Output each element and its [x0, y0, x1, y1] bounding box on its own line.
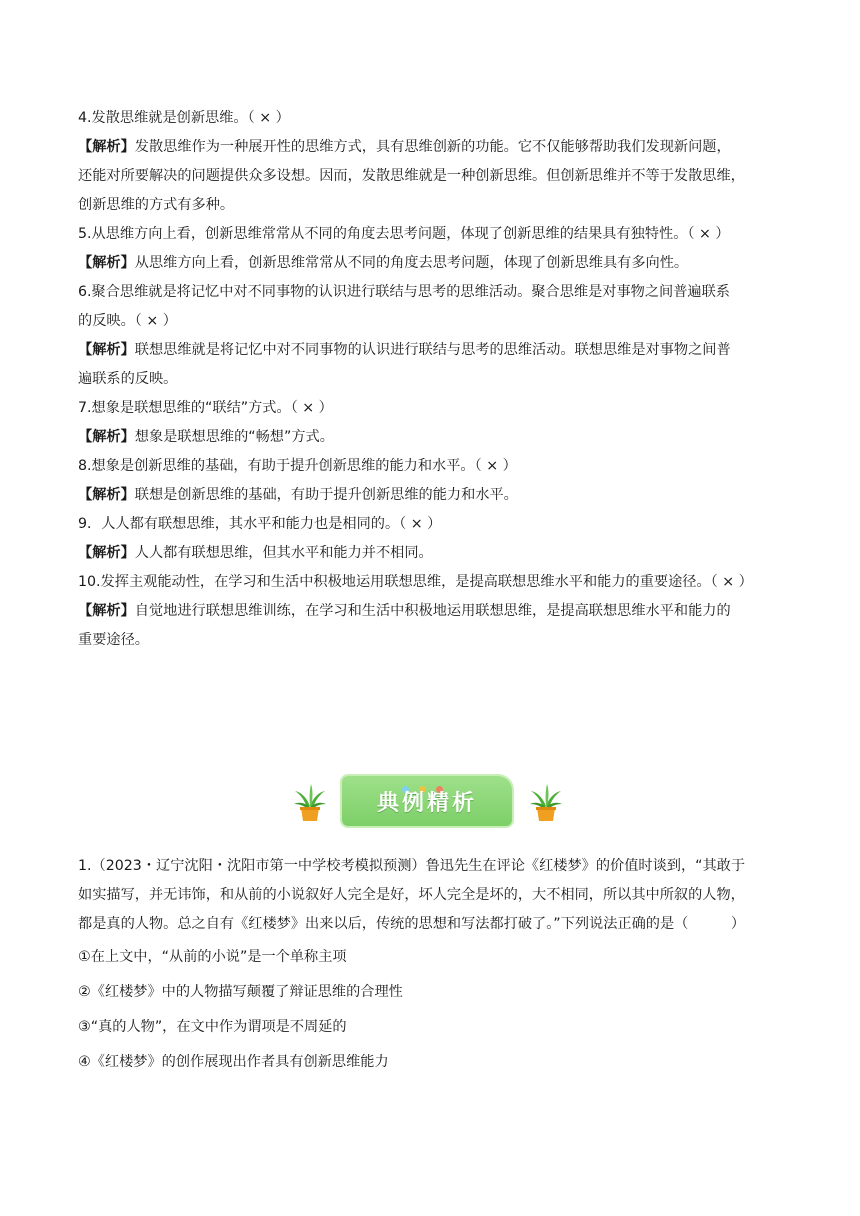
- answer-list: [78, 104, 784, 655]
- analysis-tag: 【解析】: [78, 603, 135, 619]
- section-title: 典例精析: [376, 790, 477, 816]
- plant-icon: [528, 782, 564, 822]
- analysis-tag: 【解析】: [78, 429, 135, 445]
- question-7: 7.想象是联想思维的“联结”方式。（ × ）: [78, 400, 333, 416]
- analysis-text: 想象是联想思维的“畅想”方式。: [134, 429, 334, 445]
- analysis-text: 自觉地进行联想思维训练，在学习和生活中积极地运用联想思维，是提高联想思维水平和能力的: [134, 603, 731, 619]
- analysis-tag: 【解析】: [78, 342, 135, 358]
- option-1: ①在上文中，“从前的小说”是一个单称主项: [78, 949, 347, 965]
- question-4: 4.发散思维就是创新思维。（ × ）: [78, 110, 290, 126]
- question-5: 5.从思维方向上看，创新思维常常从不同的角度去思考问题，体现了创新思维的结果具有独特性。（ × ）: [78, 226, 730, 242]
- question-8: 8.想象是创新思维的基础，有助于提升创新思维的能力和水平。（ × ）: [78, 458, 517, 474]
- analysis-tag: 【解析】: [78, 487, 135, 503]
- question-6-line-1: 6.聚合思维就是将记忆中对不同事物的认识进行联结与思考的思维活动。聚合思维是对事物之间普遍联系: [78, 284, 730, 300]
- analysis-4-line-3: 创新思维的方式有多种。: [78, 197, 235, 213]
- analysis-tag: 【解析】: [78, 545, 135, 561]
- analysis-text: 从思维方向上看，创新思维常常从不同的角度去思考问题，体现了创新思维具有多向性。: [134, 255, 689, 271]
- example-line-1: 1.（2023・辽宁沈阳・沈阳市第一中学校考模拟预测）鲁迅先生在评论《红楼梦》的价值时谈到，“其敢于: [78, 858, 746, 874]
- section-banner: [290, 768, 570, 830]
- analysis-9-line-1: [78, 539, 784, 568]
- example-line-2: 如实描写，并无讳饰，和从前的小说叙好人完全是好，坏人完全是坏的，大不相同，所以其中所叙的人物，: [78, 887, 745, 903]
- question-10: 10.发挥主观能动性，在学习和生活中积极地运用联想思维，是提高联想思维水平和能力的重要途径。（ × ）: [78, 574, 753, 590]
- example-question: [78, 852, 784, 1077]
- analysis-6-line-2: 遍联系的反映。: [78, 371, 178, 387]
- analysis-tag: 【解析】: [78, 139, 135, 155]
- analysis-4-line-1: [78, 133, 784, 162]
- option-4: ④《红楼梦》的创作展现出作者具有创新思维能力: [78, 1054, 389, 1070]
- analysis-text: 联想是创新思维的基础，有助于提升创新思维的能力和水平。: [134, 487, 518, 503]
- plant-icon: [292, 782, 328, 822]
- question-9: 9．人人都有联想思维，其水平和能力也是相同的。（ × ）: [78, 516, 442, 532]
- analysis-tag: 【解析】: [78, 255, 135, 271]
- analysis-4-line-2: 还能对所要解决的问题提供众多设想。因而，发散思维就是一种创新思维。但创新思维并不等于发散思维，: [78, 168, 745, 184]
- analysis-8-line-1: [78, 481, 784, 510]
- analysis-6-line-1: [78, 336, 784, 365]
- option-3: ③“真的人物”，在文中作为谓项是不周延的: [78, 1019, 347, 1035]
- analysis-10-line-1: [78, 597, 784, 626]
- analysis-5-line-1: [78, 249, 784, 278]
- example-line-3: 都是真的人物。总之自有《红楼梦》出来以后，传统的思想和写法都打破了。”下列说法正确的是（ ）: [78, 916, 746, 932]
- analysis-10-line-2: 重要途径。: [78, 632, 149, 648]
- analysis-text: 发散思维作为一种展开性的思维方式，具有思维创新的功能。它不仅能够帮助我们发现新问题，: [134, 139, 731, 155]
- option-2: ②《红楼梦》中的人物描写颠覆了辩证思维的合理性: [78, 984, 403, 1000]
- analysis-7-line-1: [78, 423, 784, 452]
- question-6-line-2: 的反映。（ × ）: [78, 313, 177, 329]
- analysis-text: 人人都有联想思维，但其水平和能力并不相同。: [134, 545, 433, 561]
- analysis-text: 联想思维就是将记忆中对不同事物的认识进行联结与思考的思维活动。联想思维是对事物之间普: [134, 342, 731, 358]
- banner-box: [342, 776, 512, 826]
